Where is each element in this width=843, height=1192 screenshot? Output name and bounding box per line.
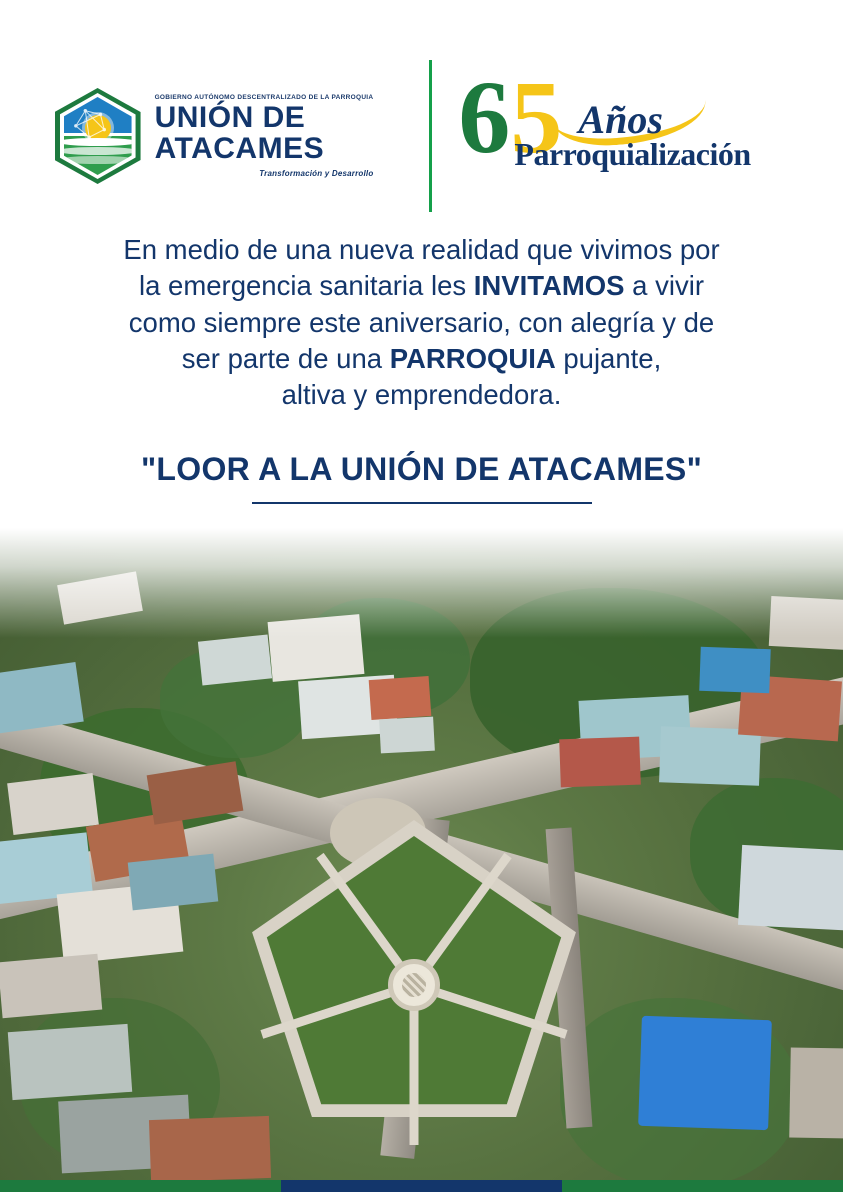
message-line-4 [58, 341, 785, 377]
anniversary-digit-5: 5 [510, 59, 563, 175]
slogan-underline [252, 502, 592, 504]
stripe-blue-center [281, 1180, 562, 1192]
message-line-5 [58, 377, 785, 413]
message-text: pujante, [555, 342, 662, 374]
footer-stripe [0, 1180, 843, 1192]
header [0, 0, 843, 228]
logo-tagline: Transformación y Desarrollo [259, 168, 374, 178]
message-block [0, 228, 843, 413]
fountain [388, 959, 440, 1011]
anniversary-emblem [458, 59, 788, 199]
network-lines-icon [72, 105, 110, 141]
aerial-photo [0, 528, 843, 1180]
message-text: la emergencia sanitaria les [139, 270, 474, 302]
message-emphasis-parroquia: PARROQUIA [389, 342, 556, 374]
gad-logo [55, 88, 404, 184]
anniversary-years-word: Años [578, 96, 663, 142]
message-text: como siempre este aniversario, con alegría y de [128, 306, 715, 338]
anniversary-event-word: Parroquialización [514, 135, 751, 172]
message-line-2 [58, 268, 785, 304]
logo-org-line: GOBIERNO AUTÓNOMO DESCENTRALIZADO DE LA PARROQUIA [154, 94, 374, 102]
central-park [238, 820, 590, 1150]
message-emphasis-invitamos: INVITAMOS [473, 270, 625, 302]
logo-name-line2: ATACAMES [154, 132, 325, 165]
anniversary-digit-6: 6 [458, 59, 511, 175]
logo-name-line1: UNIÓN DE [154, 101, 306, 135]
message-line-3 [58, 305, 785, 341]
hexagon-emblem-icon [55, 88, 141, 184]
message-text: altiva y emprendedora. [281, 379, 562, 411]
message-text: a vivir [624, 270, 704, 302]
message-text: En medio de una nueva realidad que vivimos por [123, 234, 720, 265]
stripe-green-right [562, 1180, 843, 1192]
message-line-1 [58, 232, 785, 268]
header-divider [429, 60, 432, 212]
slogan: "LOOR A LA UNIÓN DE ATACAMES" [140, 451, 703, 488]
message-text: ser parte de una [181, 342, 390, 374]
stripe-green-left [0, 1180, 281, 1192]
